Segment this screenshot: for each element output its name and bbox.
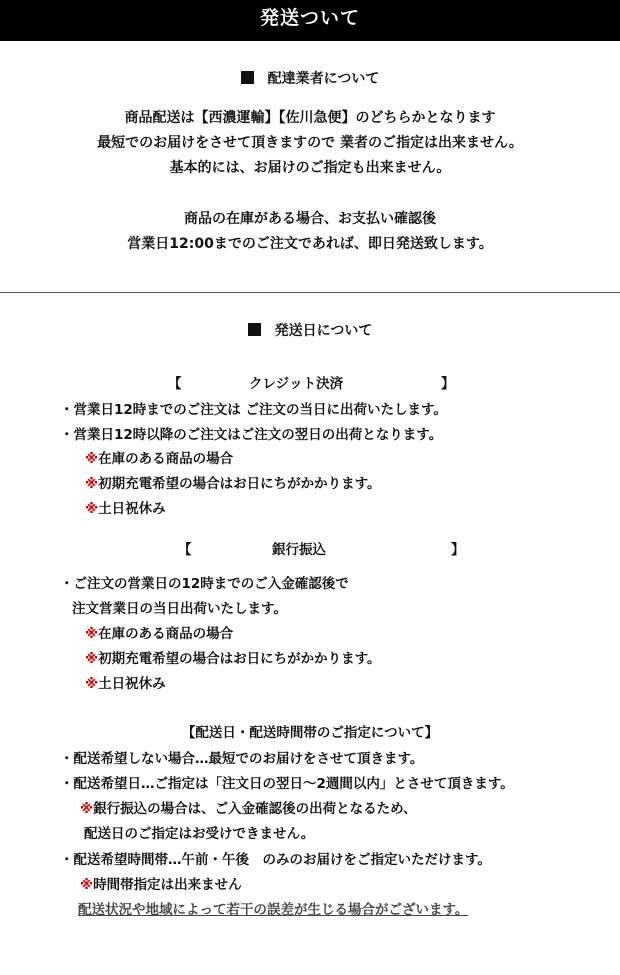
credit-note-3: ※土日祝休み <box>85 501 166 517</box>
bank-item-2: 注文営業日の当日出荷いたします。 <box>72 601 287 617</box>
carrier-line-1: 商品配送は【西濃運輸】【佐川急便】のどちらかとなります <box>124 110 496 126</box>
delivery-note-1: ※銀行振込の場合は、ご入金確認後の出荷となるため、 <box>80 801 417 817</box>
carrier-line-3: 基本的には、お届けのご指定も出来ません。 <box>169 160 451 176</box>
credit-bracket-close: 】 <box>441 376 455 392</box>
page-title: 発送ついて <box>259 7 360 29</box>
delivery-note-1-cont: 配送日のご指定はお受けできません。 <box>84 826 315 842</box>
carrier-line-2: 最短でのお届けをさせて頂きますので 業者のご指定は出来ません。 <box>97 135 523 151</box>
credit-item-2: ・営業日12時以降のご注文はご注文の翌日の出荷となります。 <box>60 427 443 443</box>
credit-bracket-open: 【 <box>168 376 182 392</box>
credit-note-1: ※在庫のある商品の場合 <box>85 451 234 467</box>
delivery-footer-note: 配送状況や地域によって若干の誤差が生じる場合がございます。 <box>78 902 469 918</box>
credit-note-2: ※初期充電希望の場合はお日にちがかかります。 <box>85 476 381 492</box>
ship-date-section-title: 発送日について <box>0 320 620 340</box>
delivery-heading: 【配送日・配送時間帯のご指定について】 <box>181 725 439 741</box>
bank-note-2: ※初期充電希望の場合はお日にちがかかります。 <box>85 651 381 667</box>
credit-heading: クレジット決済 <box>249 376 344 392</box>
carrier-section-title: 配達業者について <box>0 68 620 88</box>
bank-note-3: ※土日祝休み <box>85 676 166 692</box>
page-header <box>0 0 620 41</box>
bank-bracket-open: 【 <box>178 542 192 558</box>
bank-note-1: ※在庫のある商品の場合 <box>85 626 234 642</box>
square-bullet-icon <box>241 71 254 84</box>
credit-item-1: ・営業日12時までのご注文は ご注文の当日に出荷いたします。 <box>60 402 447 418</box>
bank-heading: 銀行振込 <box>272 542 326 558</box>
square-bullet-icon <box>248 323 261 336</box>
delivery-line-1: ・配送希望しない場合…最短でのお届けをさせて頂きます。 <box>60 751 424 767</box>
delivery-line-2: ・配送希望日…ご指定は「注文日の翌日～2週間以内」とさせて頂きます。 <box>60 776 514 792</box>
carrier-line-4: 商品の在庫がある場合、お支払い確認後 <box>184 211 436 227</box>
bank-item-1: ・ご注文の営業日の12時までのご入金確認後で <box>60 576 349 592</box>
section-divider <box>0 292 620 293</box>
carrier-line-5: 営業日12:00までのご注文であれば、即日発送致します。 <box>127 236 493 252</box>
delivery-note-2: ※時間帯指定は出来ません <box>80 877 242 893</box>
delivery-line-3: ・配送希望時間帯…午前・午後 のみのお届けをご指定いただけます。 <box>60 852 491 868</box>
bank-bracket-close: 】 <box>451 542 465 558</box>
